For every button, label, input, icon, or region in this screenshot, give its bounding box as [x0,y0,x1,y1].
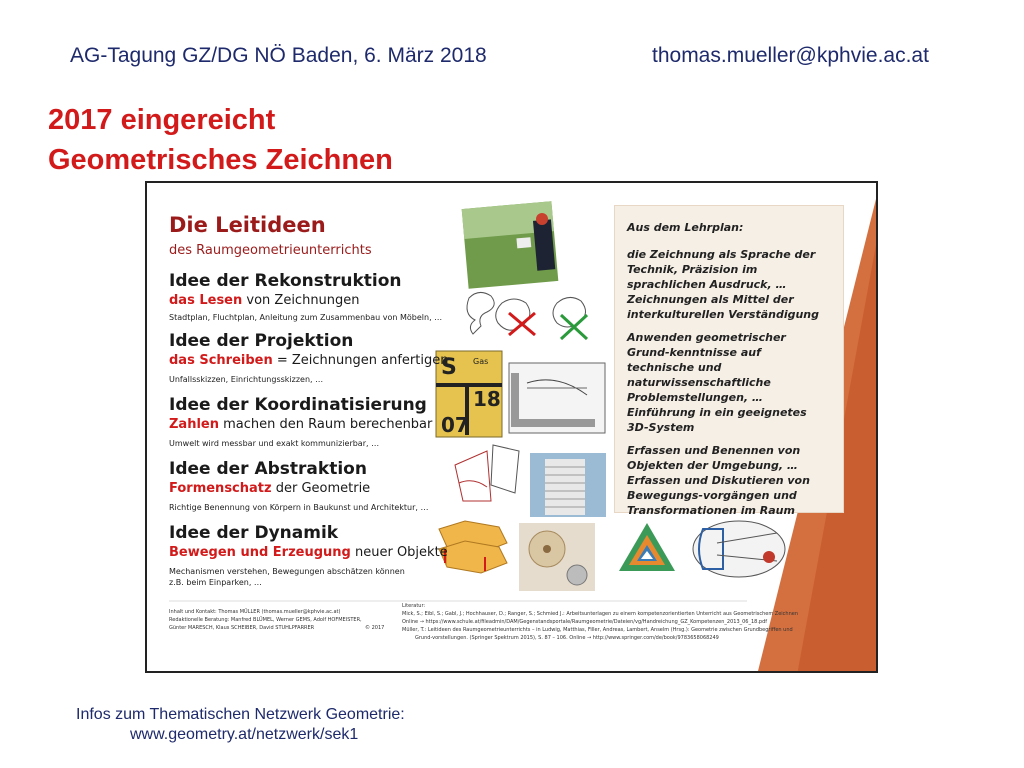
idea-4-detail: Richtige Benennung von Körpern in Baukunst und Architektur, … [169,503,429,512]
footer-contact1: Inhalt und Kontakt: Thomas MÜLLER (thomas.mueller@kphvie.ac.at) [169,609,341,615]
building-photo [530,453,606,517]
poster-heading: Die Leitideen [169,213,326,237]
sign-18: 18 [473,387,501,411]
triangle-geometry [455,445,519,501]
idea-4-title: Idee der Abstraktion [169,459,367,479]
idea-2-sub: das Schreiben = Zeichnungen anfertigen [169,353,449,368]
mechanism-photo [519,523,595,591]
sign-gas: Gas [473,357,489,366]
footer-lit3: Müller, T.: Leitideen des Raumgeometrieunterrichts – in Ludwig, Matthias, Filler, Andreas, Lambert, Anselm (Hrsg.): Geometrie zwischen Grundbegriffen und [402,627,793,633]
idea-3-sub: Zahlen machen den Raum berechenbar [169,417,433,432]
idea-4-sub: Formenschatz der Geometrie [169,481,371,496]
footer-copyright: © 2017 [365,625,385,631]
idea-5-detail: Mechanismen verstehen, Bewegungen abschätzen können [169,567,405,576]
hexagon-plates [439,521,507,573]
idea-5-title: Idee der Dynamik [169,523,339,543]
info-link[interactable]: www.geometry.at/netzwerk/sek1 [130,726,359,743]
footer-lit-title: Literatur: [402,603,426,609]
footer-contact3: Günter MARESCH, Klaus SCHEIBER, David STUHLPFARRER [169,625,315,631]
lehrplan-p2: Anwenden geometrischer Grund-kenntnisse auf technische und naturwissenschaftliche Problemstellungen, … Einführung in ein geeignetes 3D-System [627,331,807,434]
penrose-cubes [619,523,675,571]
lehrplan-p1: die Zeichnung als Sprache der Technik, Präzision im sprachlichen Ausdruck, … Zeichnungen als Mittel der interkulturellen Verständigung [627,248,820,321]
idea-2-title: Idee der Projektion [169,331,354,351]
poster-subheading: des Raumgeometrieunterrichts [169,243,372,258]
idea-1-title: Idee der Rekonstruktion [169,271,402,291]
header-email: thomas.mueller@kphvie.ac.at [652,44,929,67]
lehrplan-title: Aus dem Lehrplan: [627,221,744,234]
field-photo [462,201,559,289]
idea-3-title: Idee der Koordinatisierung [169,395,427,415]
slide-title-line1: 2017 eingereicht [48,104,276,136]
header-event: AG-Tagung GZ/DG NÖ Baden, 6. März 2018 [70,44,487,67]
idea-1-sub: das Lesen von Zeichnungen [169,293,360,308]
idea-2-detail: Unfallsskizzen, Einrichtungsskizzen, … [169,375,324,384]
idea-3-detail: Umwelt wird messbar und exakt kommunizierbar, … [169,439,380,448]
footer-contact2: Redaktionelle Beratung: Manfred BLÜMEL, Werner GEMS, Adolf HOFMEISTER, [169,617,362,623]
idea-5-sub: Bewegen und Erzeugung neuer Objekte [169,545,448,560]
poster-image [145,181,878,673]
sign-07: 07 [441,413,469,437]
footer-lit4: Grund-vorstellungen. (Springer Spektrum 2015), S. 87 – 106. Online → http://www.springer.com/de/book/9783658068249 [415,635,719,641]
parking-diagram [693,521,785,577]
lehrplan-p3: Erfassen und Benennen von Objekten der Umgebung, … Erfassen und Diskutieren von Bewegungs-vorgängen und Transformationen im Raum [627,444,810,517]
footer-lit2: Online → https://www.schule.at/fileadmin/DAM/Gegenstandsportale/Raumgeometrie/Dateien/vg/Handreichung_GZ_Kompetenzen_2013_06_18.pdf [402,619,768,625]
footer-lit1: Mick, S.; Eibl, S.; Gabl, J.; Hochhauser, D.; Ranger, S.; Schmied J.: Arbeitsunterlagen zu einem kompetenzorientierten Unterricht aus Geometrischem Zeichnen [402,611,799,617]
floor-plan-sketch [509,363,605,433]
idea-5-detail2: z.B. beim Einparken, … [169,578,262,587]
idea-1-detail: Stadtplan, Fluchtplan, Anleitung zum Zusammenbau von Möbeln, … [169,313,443,322]
lehrplan-box [614,205,844,517]
slide-title-line2: Geometrisches Zeichnen [48,144,393,176]
sign-s: S [441,355,457,380]
red-cross-icon [509,313,535,335]
info-line1: Infos zum Thematischen Netzwerk Geometrie: [76,706,405,723]
